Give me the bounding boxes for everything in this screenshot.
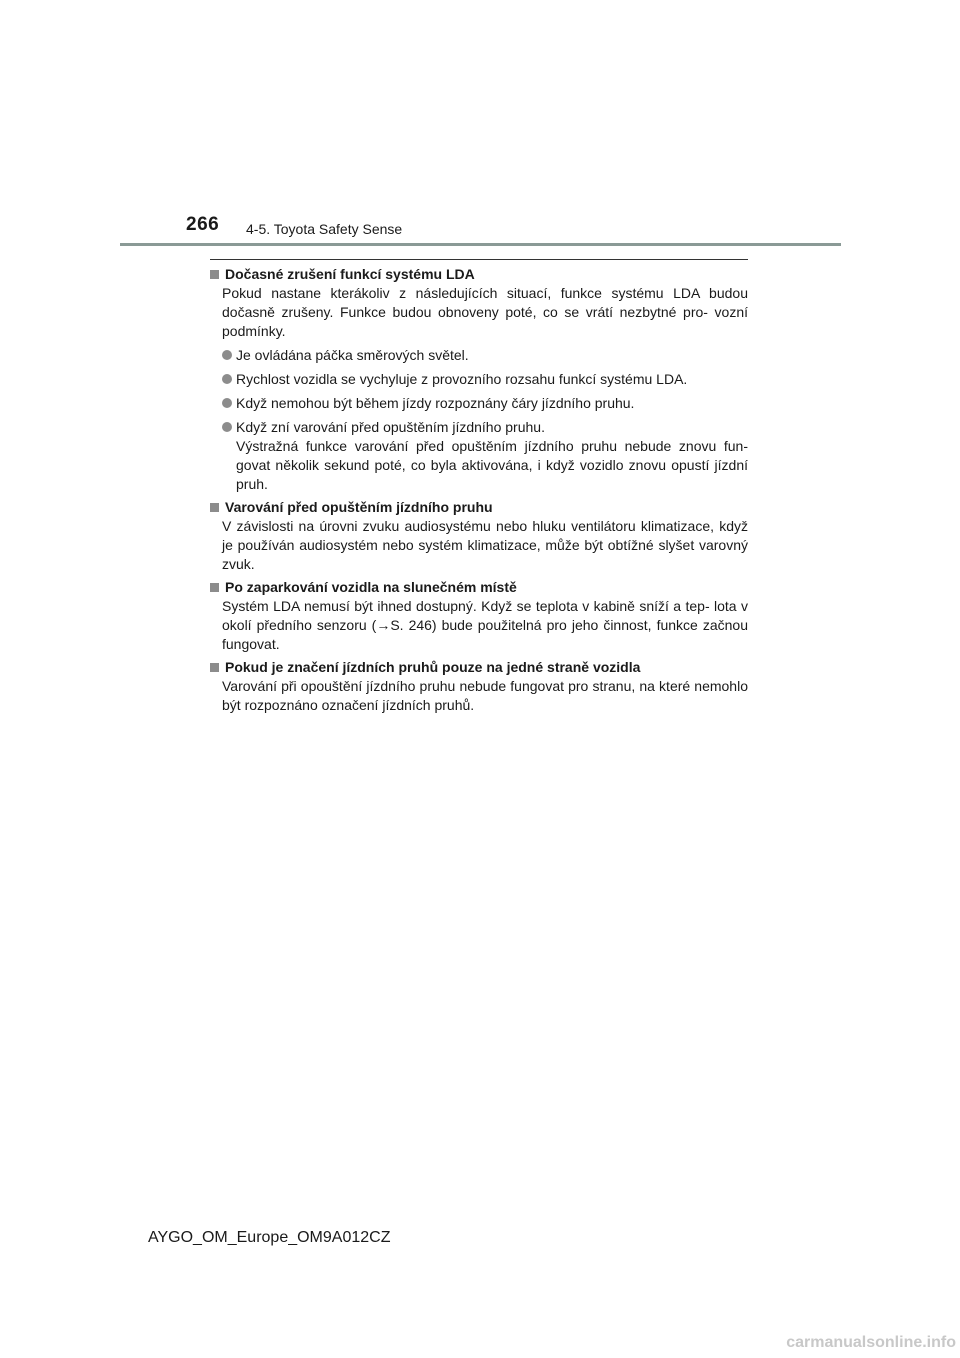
bullet-extra-text: Výstražná funkce varování před opuštěním jízdního pruhu nebude znovu fun- govat několik sekund poté, co byla aktivována, i když vozidlo znovu opustí jízdní pruh. [236,438,748,492]
square-bullet-icon [210,270,219,279]
bullet-text: Když nemohou být během jízdy rozpoznány čáry jízdního pruhu. [236,395,635,411]
square-bullet-icon [210,503,219,512]
section-lda-cancel [210,265,748,494]
circle-bullet-icon [222,374,232,384]
circle-bullet-icon [222,350,232,360]
bullet-text: Rychlost vozidla se vychyluje z provozního rozsahu funkcí systému LDA. [236,371,688,387]
bullet-text: Když zní varování před opuštěním jízdního pruhu. [236,419,545,435]
section-text: V závislosti na úrovni zvuku audiosystému nebo hluku ventilátoru klimatizace, když je používán audiosystém nebo systém klimatizace, může být obtížné slyšet varovný zvuk. [222,518,748,572]
section-heading: Varování před opuštěním jízdního pruhu [225,499,493,515]
section-heading: Po zaparkování vozidla na slunečném místě [225,579,517,595]
page-content [210,265,748,719]
bullet-text: Je ovládána páčka směrových světel. [236,347,469,363]
section-sunny-parking [210,578,748,654]
section-lane-warning [210,498,748,574]
circle-bullet-icon [222,422,232,432]
list-item [222,394,748,413]
section-text: Varování při opouštění jízdního pruhu nebude fungovat pro stranu, na které nemohlo být rozpoznáno označení jízdních pruhů. [222,678,748,713]
list-item [222,370,748,389]
section-text: Systém LDA nemusí být ihned dostupný. Když se teplota v kabině sníží a tep- lota v okolí předního senzoru (→S. 246) bude použitelná pro jeho činnost, funkce začnou fungovat. [222,598,748,652]
section-one-side-marking [210,658,748,715]
footer-doc-id: AYGO_OM_Europe_OM9A012CZ [148,1229,391,1246]
section-title: 4-5. Toyota Safety Sense [246,221,403,237]
section-text: Pokud nastane kterákoliv z následujících situací, funkce systému LDA budou dočasně zrušeny. Funkce budou obnoveny poté, co se vrátí nezbytné pro- vozní podmínky. [222,285,748,339]
list-item [222,418,748,494]
square-bullet-icon [210,663,219,672]
square-bullet-icon [210,583,219,592]
section-heading: Pokud je značení jízdních pruhů pouze na jedné straně vozidla [225,659,641,675]
watermark: carmanualsonline.info [786,1334,956,1351]
circle-bullet-icon [222,398,232,408]
section-heading: Dočasné zrušení funkcí systému LDA [225,266,475,282]
page-number: 266 [186,214,220,235]
content-rule [210,259,748,260]
list-item [222,346,748,365]
header-rule [120,243,841,246]
